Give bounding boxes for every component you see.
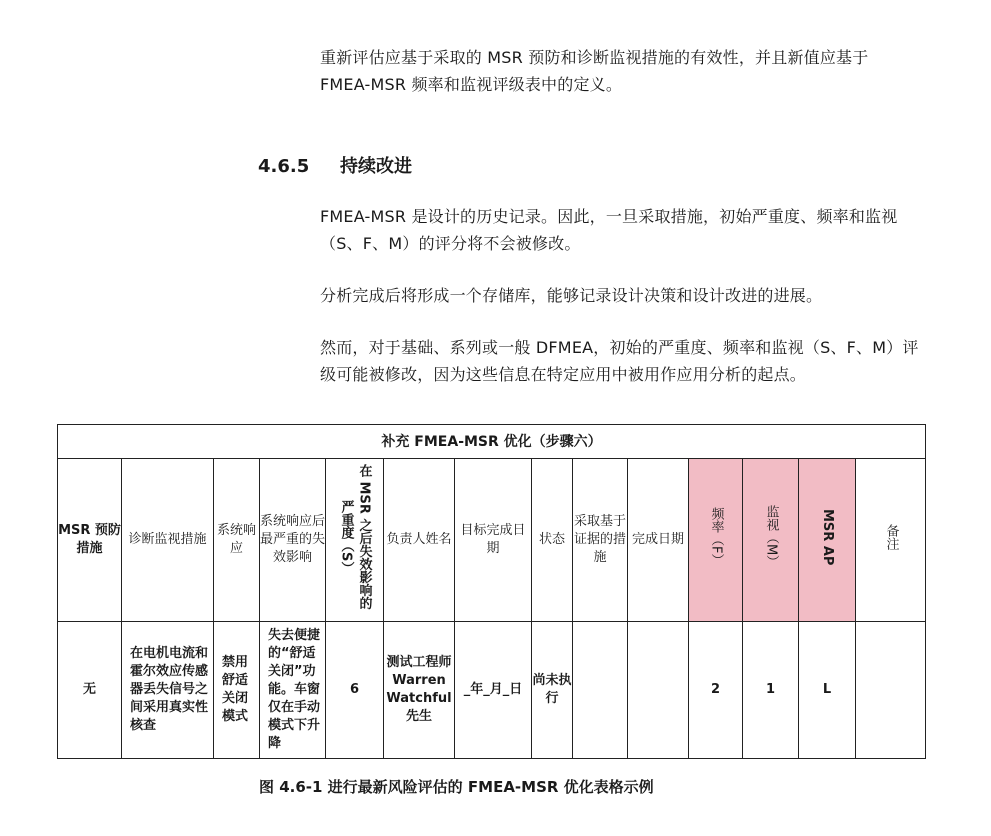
header-status: 状态 [532,459,573,622]
header-msr-ap-label: MSR AP [820,508,835,566]
header-system-response: 系统响应 [214,459,260,622]
table-title: 补充 FMEA-MSR 优化（步骤六） [58,425,926,459]
cell-msr-ap: L [799,622,856,759]
header-msr-prevention: MSR 预防措施 [58,459,122,622]
header-monitoring [743,459,799,622]
header-frequency-label: 频率（F） [708,507,724,567]
cell-status: 尚未执行 [532,622,573,759]
header-completion-date: 完成日期 [628,459,689,622]
cell-diag-monitoring: 在电机电流和霍尔效应传感器丢失信号之间采用真实性核查 [122,622,214,759]
header-monitoring-label: 监视（M） [763,505,779,569]
paragraph-history-record: FMEA-MSR 是设计的历史记录。因此，一旦采取措施，初始严重度、频率和监视（S、F、M）的评分将不会被修改。 [320,207,898,253]
paragraph-reassessment: 重新评估应基于采取的 MSR 预防和诊断监视措施的有效性，并且新值应基于 FMEA-MSR 频率和监视评级表中的定义。 [320,48,869,94]
cell-remarks [856,622,926,759]
cell-target-date: _年_月_日 [455,622,532,759]
cell-failure-effect: 失去便捷的“舒适关闭”功能。车窗仅在手动模式下升降 [260,622,326,759]
header-msr-ap [799,459,856,622]
figure-caption: 图 4.6-1 进行最新风险评估的 FMEA-MSR 优化表格示例 [259,778,654,796]
section-title: 持续改进 [340,156,412,177]
header-diag-monitoring: 诊断监视措施 [122,459,214,622]
cell-severity: 6 [326,622,384,759]
cell-msr-prevention: 无 [58,622,122,759]
cell-frequency: 2 [689,622,743,759]
header-severity [326,459,384,622]
fmea-msr-optimization-table [57,424,926,759]
header-owner: 负责人姓名 [384,459,455,622]
cell-evidence-action [573,622,628,759]
header-remarks [856,459,926,622]
header-remarks-label: 备注 [883,524,899,550]
header-frequency [689,459,743,622]
section-heading [258,152,412,178]
cell-completion-date [628,622,689,759]
cell-system-response: 禁用舒适关闭模式 [214,622,260,759]
header-failure-effect: 系统响应后最严重的失效影响 [260,459,326,622]
header-severity-label: 在 MSR 之后失效影响的严重度（S） [338,464,372,610]
cell-owner: 测试工程师 Warren Watchful 先生 [384,622,455,759]
cell-monitoring: 1 [743,622,799,759]
paragraph-dfmea-modification: 然而，对于基础、系列或一般 DFMEA，初始的严重度、频率和监视（S、F、M）评级可能被修改，因为这些信息在特定应用中被用作应用分析的起点。 [320,338,919,384]
paragraph-repository: 分析完成后将形成一个存储库，能够记录设计决策和设计改进的进展。 [320,286,823,305]
header-target-date: 目标完成日期 [455,459,532,622]
table-row [58,622,926,759]
header-evidence-action: 采取基于证据的措施 [573,459,628,622]
section-number: 4.6.5 [258,156,310,177]
